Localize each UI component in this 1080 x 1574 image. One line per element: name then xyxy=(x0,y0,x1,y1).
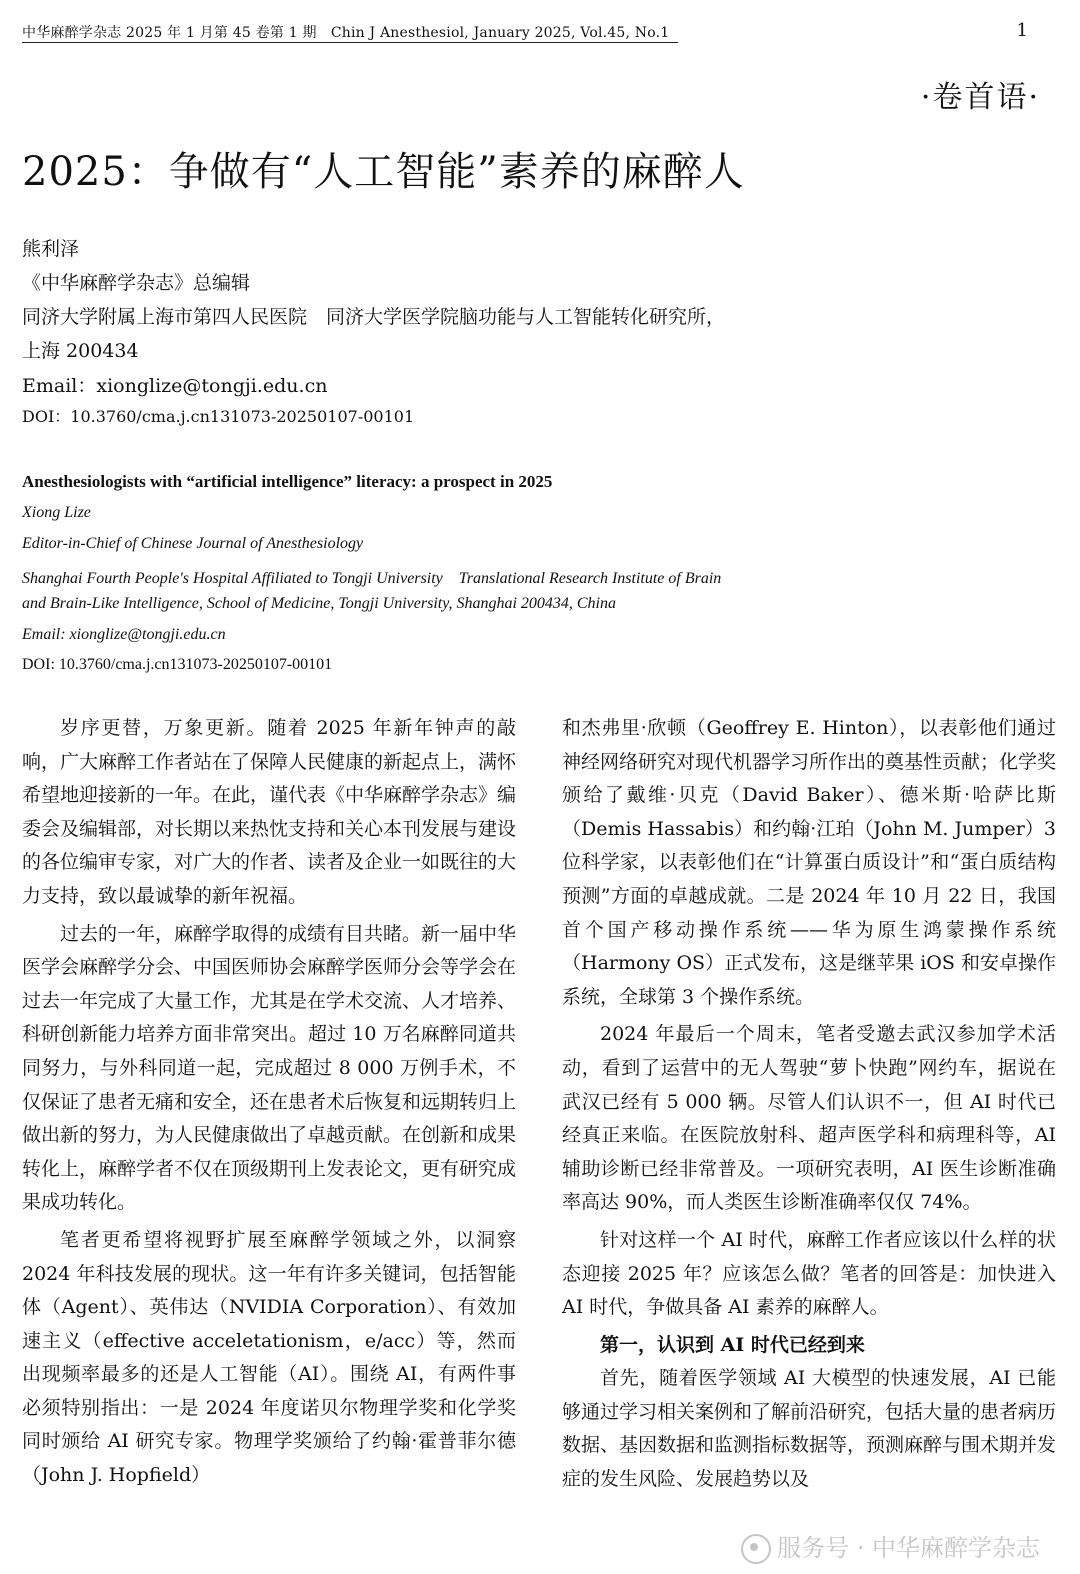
email-cn[interactable]: Email：xionglize@tongji.edu.cn xyxy=(22,375,328,397)
body-paragraph-continued: 和杰弗里·欣顿（Geoffrey E. Hinton），以表彰他们通过神经网络研究对现代机器学习所作出的奠基性贡献；化学奖颁给了戴维·贝克（David Baker）、德米斯·哈萨比斯（Demis Hassabis）和约翰·江珀（John M. Jumper）3 位科学家，以表彰他们在“计算蛋白质设计”和“蛋白质结构预测”方面的卓越成就。二是 2024 年 10 月 22 日，我国首个国产移动操作系统——华为原生鸿蒙操作系统（Harmony OS）正式发布，这是继苹果 iOS 和安卓操作系统，全球第 3 个操作系统。 xyxy=(562,717,1057,1008)
body-column-left xyxy=(22,712,516,1497)
body-column-right xyxy=(562,712,1056,1501)
body-paragraph: 首先，随着医学领域 AI 大模型的快速发展，AI 已能够通过学习相关案例和了解前沿研究，包括大量的患者病历数据、基因数据和监测指标数据等，预测麻醉与围术期并发症的发生风险、发展趋势以及 xyxy=(562,1367,1057,1491)
body-paragraph: 2024 年最后一个周末，笔者受邀去武汉参加学术活动，看到了运营中的无人驾驶“萝卜快跑”网约车，据说在武汉已经有 5 000 辆。尽管人们认识不一，但 AI 时代已经真正来临。在医院放射科、超声医学科和病理科等，AI 辅助诊断已经非常普及。一项研究表明，AI 医生诊断准确率高达 90%，而人类医生诊断准确率仅仅 74%。 xyxy=(562,1023,1056,1214)
chinese-title: 2025：争做有“人工智能”素养的麻醉人 xyxy=(22,149,745,195)
doi-en[interactable]: DOI: 10.3760/cma.j.cn131073-20250107-00101 xyxy=(22,656,333,673)
body-paragraph: 针对这样一个 AI 时代，麻醉工作者应该以什么样的状态迎接 2025 年？应该怎么做？笔者的回答是：加快进入 AI 时代，争做具备 AI 素养的麻醉人。 xyxy=(562,1228,1056,1319)
role-en: Editor-in-Chief of Chinese Journal of Anesthesiology xyxy=(22,535,364,552)
watermark-text: 服务号 · 中华麻醉学杂志 xyxy=(777,1534,1040,1562)
author-en: Xiong Lize xyxy=(22,504,91,521)
watermark xyxy=(741,1528,1040,1564)
body-paragraph: 笔者更希望将视野扩展至麻醉学领域之外，以洞察 2024 年科技发展的现状。这一年有许多关键词，包括智能体（Agent）、英伟达（NVIDIA Corporation）、有效加速主义（effective acceletationism，e/acc）等，然而出现频率最多的还是人工智能（AI）。围绕 AI，有两件事必须特别指出：一是 2024 年度诺贝尔物理学奖和化学奖同时颁给 AI 研究专家。物理学奖颁给了约翰·霍普菲尔德（John J. Hopfield） xyxy=(22,1228,516,1487)
author-cn: 熊利泽 xyxy=(22,238,80,260)
section-tag: ·卷首语· xyxy=(920,80,1040,115)
affiliation-en-line2: and Brain-Like Intelligence, School of Medicine, Tongji University, Shanghai 200434, China xyxy=(22,595,616,612)
body-paragraph: 过去的一年，麻醉学取得的成绩有目共睹。新一届中华医学会麻醉学分会、中国医师协会麻醉学医师分会等学会在过去一年完成了大量工作，尤其是在学术交流、人才培养、科研创新能力培养方面非常突出。超过 10 万名麻醉同道共同努力，与外科同道一起，完成超过 8 000 万例手术，不仅保证了患者无痛和安全，还在患者术后恢复和远期转归上做出新的努力，为人民健康做出了卓越贡献。在创新和成果转化上，麻醉学者不仅在顶级期刊上发表论文，更有研究成果成功转化。 xyxy=(22,922,517,1214)
body-paragraph: 岁序更替，万象更新。随着 2025 年新年钟声的敲响，广大麻醉工作者站在了保障人民健康的新起点上，满怀希望地迎接新的一年。在此，谨代表《中华麻醉学杂志》编委会及编辑部，对长期以来热忱支持和关心本刊发展与建设的各位编审专家，对广大的作者、读者及企业一如既往的大力支持，致以最诚挚的新年祝福。 xyxy=(22,717,517,907)
doi-cn[interactable]: DOI：10.3760/cma.j.cn131073-20250107-00101 xyxy=(22,407,415,426)
section-heading: 第一，认识到 AI 时代已经到来 xyxy=(600,1333,865,1356)
page-number: 1 xyxy=(1016,20,1028,41)
running-head-rule xyxy=(22,42,678,43)
wechat-service-icon xyxy=(741,1534,771,1564)
email-en[interactable]: Email: xionglize@tongji.edu.cn xyxy=(22,626,226,643)
affiliation-cn-line2: 上海 200434 xyxy=(22,340,139,362)
english-title: Anesthesiologists with “artificial intelligence” literacy: a prospect in 2025 xyxy=(22,472,553,491)
role-cn: 《中华麻醉学杂志》总编辑 xyxy=(22,272,251,294)
affiliation-en-line1: Shanghai Fourth People's Hospital Affiliated to Tongji University Translational Research Institute of Brain xyxy=(22,570,722,587)
affiliation-cn-line1: 同济大学附属上海市第四人民医院 同济大学医学院脑功能与人工智能转化研究所， xyxy=(22,306,726,328)
running-head: 中华麻醉学杂志 2025 年 1 月第 45 卷第 1 期 Chin J Anesthesiol, January 2025, Vol.45, No.1 xyxy=(22,25,670,41)
